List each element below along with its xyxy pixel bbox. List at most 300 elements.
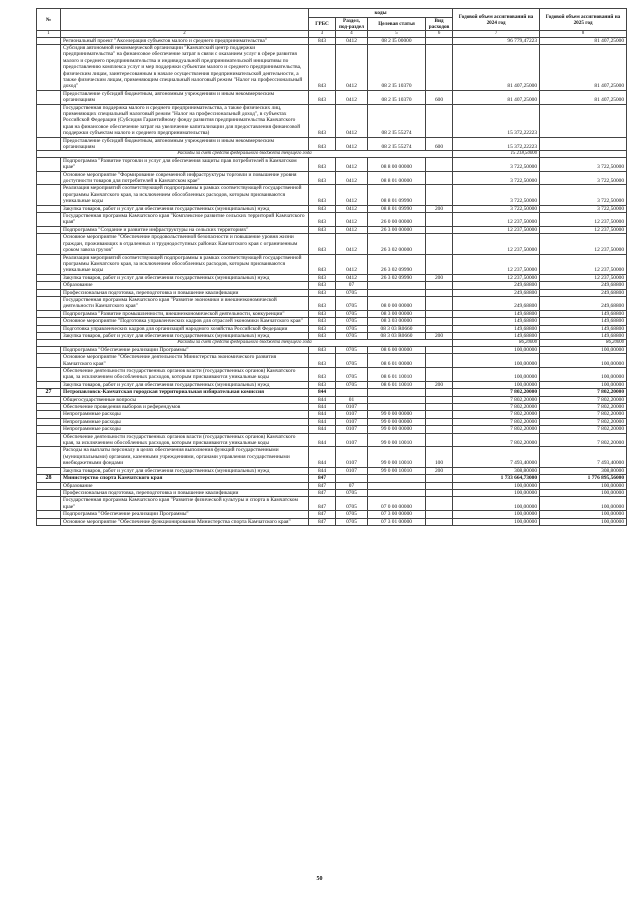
target-code: [368, 489, 426, 496]
amount-2024: 3 722,50000: [453, 171, 540, 185]
row-name: Обеспечение деятельности государственных органов власти (государственных органов) Камчатского края, за исключением обособленных расходов, которым присваиваются уникальные коды: [61, 433, 309, 447]
amount-2025: 149,68800: [540, 310, 627, 317]
note-text: Расходы за счет средств федерального бюджета текущего года: [37, 151, 453, 157]
row-number: [37, 171, 61, 185]
razdel-code: 0412: [336, 213, 368, 227]
vid-code: [426, 411, 453, 418]
vid-code: [426, 511, 453, 518]
target-code: 99 0 00 10010: [368, 467, 426, 474]
amount-2024: 100,00000: [453, 497, 540, 511]
amount-2024: 7 802,20000: [453, 396, 540, 403]
row-name: Основное мероприятие "Формирование современной инфраструктуры торговли и повышение уровня доступности товаров для потребителей в Камчатском крае": [61, 171, 309, 185]
amount-2024: 100,00000: [453, 511, 540, 518]
header-2024: Годовой объем ассигнований на 2024 год: [453, 9, 540, 31]
row-name: Государственная программа Камчатского края "Комплексное развитие сельских территорий Камчатского края": [61, 213, 309, 227]
row-number: [37, 104, 61, 137]
target-code: 99 0 00 00000: [368, 411, 426, 418]
row-number: [37, 489, 61, 496]
razdel-code: 0412: [336, 44, 368, 90]
target-code: 08 6 01 10010: [368, 381, 426, 388]
amount-2024: 15 372,22223: [453, 137, 540, 151]
grbs-code: 843: [309, 381, 336, 388]
vid-code: [426, 518, 453, 525]
razdel-code: 0412: [336, 226, 368, 233]
row-number: [37, 418, 61, 425]
vid-code: [426, 489, 453, 496]
row-name: Подпрограмма "Создание и развитие инфраструктуры на сельских территориях": [61, 226, 309, 233]
target-code: 08 2 I5 10370: [368, 90, 426, 104]
row-number: [37, 254, 61, 274]
razdel-code: 0107: [336, 411, 368, 418]
header-vid: Вид расходов: [426, 18, 453, 31]
row-name: Основное мероприятие "Обеспечение продовольственной безопасности и повышение уровня жизни граждан, проживающих в отдаленных и труднодоступных районах Камчатского края с ограниченным сроком завоза грузов": [61, 234, 309, 254]
target-code: [368, 404, 426, 411]
row-number: [37, 289, 61, 296]
index-cell: 1: [37, 31, 61, 38]
amount-2025: 7 802,20000: [540, 433, 627, 447]
index-cell: 3: [309, 31, 336, 38]
target-code: 08 8 01 09990: [368, 205, 426, 212]
vid-code: [426, 482, 453, 489]
row-number: [37, 411, 61, 418]
table-row: [37, 404, 627, 411]
grbs-code: 847: [309, 475, 336, 482]
row-number: [37, 354, 61, 368]
amount-2024: 12 237,50000: [453, 213, 540, 227]
table-body: [37, 37, 627, 525]
razdel-code: 0107: [336, 404, 368, 411]
grbs-code: 843: [309, 157, 336, 171]
note-text: Расходы за счет средств федерального бюджета текущего года: [37, 340, 453, 346]
grbs-code: 844: [309, 433, 336, 447]
grbs-code: 843: [309, 282, 336, 289]
razdel-code: 07: [336, 282, 368, 289]
amount-2024: 249,68800: [453, 289, 540, 296]
razdel-code: 0412: [336, 171, 368, 185]
vid-code: [426, 213, 453, 227]
grbs-code: 847: [309, 511, 336, 518]
vid-code: [426, 254, 453, 274]
row-name: Непрограммные расходы: [61, 418, 309, 425]
table-row: [37, 254, 627, 274]
razdel-code: 0705: [336, 296, 368, 310]
row-number: [37, 234, 61, 254]
vid-code: 200: [426, 467, 453, 474]
amount-2025: 7 802,20000: [540, 411, 627, 418]
razdel-code: 0107: [336, 467, 368, 474]
grbs-code: 844: [309, 447, 336, 467]
amount-2025: 149,68800: [540, 325, 627, 332]
row-name: Государственная поддержка малого и среднего предпринимательства, а также физических лиц, применяющих специальный налоговый режим "Налог на профессиональный доход", в субъектах Российской Федерации (Субсидия Гарантийному фонду развития предпринимательства Камчатского края на финансовое обеспечение затрат на увеличение капитализации для предоставления финансовой поддержки субъектам малого и среднего предпринимательства): [61, 104, 309, 137]
row-number: [37, 213, 61, 227]
vid-code: 200: [426, 332, 453, 339]
grbs-code: 843: [309, 90, 336, 104]
row-name: Основное мероприятие "Обеспечение функционирования Министерства спорта Камчатского края": [61, 518, 309, 525]
row-name: Государственная программа Камчатского края "Развитие экономики и внешнеэкономической деятельности Камчатского края": [61, 296, 309, 310]
table-row: [37, 411, 627, 418]
row-name: Обеспечение деятельности государственных органов власти (государственных органов) Камчатского края, за исключением обособленных расходов, которым присваиваются уникальные коды: [61, 368, 309, 382]
vid-code: [426, 171, 453, 185]
amount-2025: 100,00000: [540, 518, 627, 525]
amount-2024: 15 372,22223: [453, 104, 540, 137]
amount-2025: 81 407,25000: [540, 90, 627, 104]
table-row: [37, 310, 627, 317]
target-code: 08 3 03 R0660: [368, 325, 426, 332]
row-name: Предоставление субсидий бюджетным, автономным учреждениям и иным некоммерческим организациям: [61, 90, 309, 104]
target-code: 99 0 00 00000: [368, 418, 426, 425]
table-row: [37, 354, 627, 368]
row-number: [37, 44, 61, 90]
target-code: [368, 482, 426, 489]
table-row: [37, 325, 627, 332]
row-number: [37, 137, 61, 151]
table-row: [37, 497, 627, 511]
razdel-code: 0412: [336, 254, 368, 274]
amount-2024: 100,00000: [453, 518, 540, 525]
row-name: Профессиональная подготовка, переподготовка и повышение квалификации: [61, 489, 309, 496]
row-number: [37, 511, 61, 518]
table-row: [37, 381, 627, 388]
amount-2024: 1 733 664,73000: [453, 475, 540, 482]
amount-2024: 149,68800: [453, 332, 540, 339]
row-name: Закупка товаров, работ и услуг для обеспечения государственных (муниципальных) нужд: [61, 274, 309, 281]
amount-2025: 7 802,20000: [540, 426, 627, 433]
index-cell: 4: [336, 31, 368, 38]
table-row: [37, 44, 627, 90]
row-name: Подпрограмма "Обеспечение реализации Программы": [61, 346, 309, 353]
amount-2024: 3 722,50000: [453, 157, 540, 171]
grbs-code: 843: [309, 310, 336, 317]
amount-2024: 308,80000: [453, 467, 540, 474]
row-name: Профессиональная подготовка, переподготовка и повышение квалификации: [61, 289, 309, 296]
grbs-code: 843: [309, 234, 336, 254]
amount-2024: 3 722,50000: [453, 185, 540, 205]
amount-2024: 7 802,20000: [453, 404, 540, 411]
amount-2025: 7 802,20000: [540, 418, 627, 425]
row-name: Реализация мероприятий соответствующей подпрограммы в рамках соответствующей государственной программы Камчатского края, за исключением обособленных расходов, которым присваиваются уникальные коды: [61, 185, 309, 205]
table-row: [37, 518, 627, 525]
row-number: [37, 433, 61, 447]
grbs-code: 843: [309, 296, 336, 310]
vid-code: [426, 418, 453, 425]
target-code: 99 0 00 10010: [368, 447, 426, 467]
vid-code: 600: [426, 137, 453, 151]
header-2025: Годовой объем ассигнований на 2025 год: [540, 9, 627, 31]
amount-2025: 86,20000: [540, 340, 627, 346]
vid-code: [426, 289, 453, 296]
grbs-code: 843: [309, 205, 336, 212]
vid-code: [426, 396, 453, 403]
amount-2025: 100,00000: [540, 511, 627, 518]
razdel-code: 0412: [336, 185, 368, 205]
amount-2024: 149,68800: [453, 325, 540, 332]
amount-2024: 12 237,50000: [453, 274, 540, 281]
table-row: [37, 289, 627, 296]
budget-table: [36, 8, 627, 526]
vid-code: [426, 325, 453, 332]
row-number: [37, 368, 61, 382]
row-name: Образование: [61, 482, 309, 489]
amount-2024: 149,68800: [453, 310, 540, 317]
vid-code: [426, 44, 453, 90]
amount-2025: 100,00000: [540, 489, 627, 496]
amount-2024: 7 802,20000: [453, 418, 540, 425]
amount-2025: 149,68800: [540, 332, 627, 339]
header-target: Целевая статья: [368, 18, 426, 31]
target-code: 08 3 03 00000: [368, 318, 426, 325]
vid-code: [426, 433, 453, 447]
amount-2025: 3 722,50000: [540, 205, 627, 212]
target-code: 08 0 00 00000: [368, 296, 426, 310]
grbs-code: 844: [309, 404, 336, 411]
amount-2024: 100,00000: [453, 346, 540, 353]
vid-code: [426, 404, 453, 411]
header-name: [61, 9, 309, 31]
target-code: [368, 289, 426, 296]
amount-2025: 100,00000: [540, 381, 627, 388]
row-name: Основное мероприятие "Обеспечение деятельности Министерства экономического развития Камчатского края": [61, 354, 309, 368]
target-code: 26 3 02 09990: [368, 254, 426, 274]
vid-code: [426, 310, 453, 317]
index-cell: 7: [453, 31, 540, 38]
vid-code: [426, 157, 453, 171]
header-num: №: [37, 9, 61, 31]
table-row: [37, 426, 627, 433]
row-name: Субсидия автономной некоммерческой организации "Камчатский центр поддержки предпринимательства" на финансовое обеспечение затрат в связи с оказанием услуг в сфере развития малого и среднего предпринимательства и индивидуальной предпринимательской инициативы по предоставлению комплекса услуг и мер поддержки субъектам малого и среднего предпринимательства, физическим лицам, заинтересованным в начале осуществления предпринимательской деятельности, а также физическим лицам, применяющим специальный налоговый режим "Налог на профессиональный доход": [61, 44, 309, 90]
row-number: [37, 426, 61, 433]
table-row: [37, 332, 627, 339]
razdel-code: 0107: [336, 418, 368, 425]
row-name: Подпрограмма "Развитие промышленности, внешнеэкономической деятельности, конкуренции": [61, 310, 309, 317]
amount-2025: 308,80000: [540, 467, 627, 474]
row-number: [37, 325, 61, 332]
row-name: Закупка товаров, работ и услуг для обеспечения государственных (муниципальных) нужд: [61, 467, 309, 474]
amount-2025: 7 802,20000: [540, 396, 627, 403]
amount-2025: 100,00000: [540, 346, 627, 353]
row-name: Основное мероприятие "Подготовка управленческих кадров для отраслей экономики Камчатского края": [61, 318, 309, 325]
grbs-code: 844: [309, 467, 336, 474]
header-codes: коды: [309, 9, 453, 18]
amount-2025: 81 407,25000: [540, 44, 627, 90]
row-number: 27: [37, 389, 61, 396]
table-row: [37, 37, 627, 44]
target-code: 08 2 I5 55274: [368, 104, 426, 137]
razdel-code: 0705: [336, 518, 368, 525]
target-code: 99 0 00 10010: [368, 433, 426, 447]
table-row: [37, 318, 627, 325]
grbs-code: 843: [309, 104, 336, 137]
razdel-code: 0705: [336, 325, 368, 332]
row-number: [37, 381, 61, 388]
table-row: [37, 90, 627, 104]
grbs-code: 844: [309, 418, 336, 425]
razdel-code: 07: [336, 482, 368, 489]
vid-code: [426, 368, 453, 382]
target-code: 08 2 I5 55274: [368, 137, 426, 151]
amount-2024: 7 802,20000: [453, 411, 540, 418]
amount-2025: 249,68800: [540, 296, 627, 310]
row-name: Министерство спорта Камчатского края: [61, 475, 309, 482]
grbs-code: 843: [309, 37, 336, 44]
vid-code: 100: [426, 447, 453, 467]
razdel-code: 0412: [336, 234, 368, 254]
grbs-code: 843: [309, 185, 336, 205]
row-name: Предоставление субсидий бюджетным, автономным учреждениям и иным некоммерческим организациям: [61, 137, 309, 151]
target-code: 08 8 00 00000: [368, 157, 426, 171]
row-name: Государственная программа Камчатского края "Развитие физической культуры и спорта в Камчатском крае": [61, 497, 309, 511]
target-code: 07 0 00 00000: [368, 497, 426, 511]
grbs-code: 843: [309, 137, 336, 151]
table-row: [37, 137, 627, 151]
amount-2025: 100,00000: [540, 482, 627, 489]
row-number: [37, 447, 61, 467]
target-code: 07 3 00 00000: [368, 511, 426, 518]
amount-2024: 81 407,25000: [453, 44, 540, 90]
amount-2024: 12 237,50000: [453, 234, 540, 254]
row-name: Подготовка управленческих кадров для организаций народного хозяйства Российской Федерации: [61, 325, 309, 332]
row-number: [37, 346, 61, 353]
grbs-code: 843: [309, 346, 336, 353]
grbs-code: 847: [309, 489, 336, 496]
vid-code: [426, 226, 453, 233]
vid-code: [426, 426, 453, 433]
amount-2024: 149,68800: [453, 318, 540, 325]
row-name: Образование: [61, 282, 309, 289]
target-code: [368, 396, 426, 403]
row-number: [37, 157, 61, 171]
target-code: 08 2 I5 00000: [368, 37, 426, 44]
row-name: Петропавловск-Камчатская городская территориальная избирательная комиссия: [61, 389, 309, 396]
table-row: [37, 282, 627, 289]
row-name: Обеспечение проведения выборов и референдумов: [61, 404, 309, 411]
razdel-code: 0705: [336, 318, 368, 325]
amount-2025: 12 237,50000: [540, 213, 627, 227]
amount-2025: 3 722,50000: [540, 157, 627, 171]
grbs-code: 843: [309, 226, 336, 233]
razdel-code: 0107: [336, 426, 368, 433]
target-code: 26 3 00 00000: [368, 226, 426, 233]
index-cell: 5: [368, 31, 426, 38]
razdel-code: 0705: [336, 489, 368, 496]
amount-2024: 100,00000: [453, 381, 540, 388]
vid-code: [426, 104, 453, 137]
table-row: [37, 482, 627, 489]
amount-2024: 12 237,50000: [453, 254, 540, 274]
amount-2025: 7 802,20000: [540, 404, 627, 411]
target-code: 99 0 00 00000: [368, 426, 426, 433]
vid-code: [426, 389, 453, 396]
grbs-code: 843: [309, 171, 336, 185]
amount-2025: 1 776 895,56000: [540, 475, 627, 482]
razdel-code: [336, 475, 368, 482]
target-code: 26 0 00 00000: [368, 213, 426, 227]
table-row: [37, 346, 627, 353]
amount-2025: 249,68800: [540, 289, 627, 296]
row-number: [37, 226, 61, 233]
grbs-code: 843: [309, 318, 336, 325]
razdel-code: 0705: [336, 289, 368, 296]
row-number: [37, 205, 61, 212]
amount-2024: 7 802,20000: [453, 389, 540, 396]
vid-code: [426, 346, 453, 353]
grbs-code: 843: [309, 213, 336, 227]
grbs-code: 843: [309, 325, 336, 332]
grbs-code: 844: [309, 411, 336, 418]
grbs-code: 844: [309, 426, 336, 433]
row-name: Непрограммные расходы: [61, 426, 309, 433]
table-row: [37, 157, 627, 171]
amount-2025: [540, 137, 627, 151]
row-number: [37, 37, 61, 44]
row-number: [37, 282, 61, 289]
header-grbs: ГРБС: [309, 18, 336, 31]
target-code: 08 2 I5 10370: [368, 44, 426, 90]
vid-code: 200: [426, 274, 453, 281]
table-row: [37, 396, 627, 403]
table-row: [37, 418, 627, 425]
razdel-code: 0705: [336, 381, 368, 388]
amount-2025: [540, 104, 627, 137]
grbs-code: 843: [309, 44, 336, 90]
amount-2025: 12 237,50000: [540, 234, 627, 254]
grbs-code: 843: [309, 254, 336, 274]
row-name: Подпрограмма "Обеспечение реализации Программы": [61, 511, 309, 518]
row-number: 28: [37, 475, 61, 482]
amount-2025: 12 237,50000: [540, 254, 627, 274]
row-name: Непрограммные расходы: [61, 411, 309, 418]
row-number: [37, 332, 61, 339]
grbs-code: 847: [309, 518, 336, 525]
amount-2024: 81 407,25000: [453, 90, 540, 104]
row-number: [37, 185, 61, 205]
row-name: Закупка товаров, работ и услуг для обеспечения государственных (муниципальных) нужд: [61, 332, 309, 339]
row-number: [37, 497, 61, 511]
amount-2024: 3 722,50000: [453, 205, 540, 212]
target-code: 08 6 01 10010: [368, 368, 426, 382]
razdel-code: 0705: [336, 332, 368, 339]
amount-2025: 7 493,40000: [540, 447, 627, 467]
amount-2024: 100,00000: [453, 368, 540, 382]
grbs-code: 843: [309, 332, 336, 339]
target-code: [368, 282, 426, 289]
vid-code: [426, 185, 453, 205]
grbs-code: 843: [309, 289, 336, 296]
table-row: [37, 104, 627, 137]
row-number: [37, 482, 61, 489]
table-row: [37, 433, 627, 447]
target-code: 26 3 02 00000: [368, 234, 426, 254]
vid-code: [426, 475, 453, 482]
amount-2024: 12 237,50000: [453, 226, 540, 233]
table-row: [37, 475, 627, 482]
target-code: 07 3 01 00000: [368, 518, 426, 525]
row-number: [37, 467, 61, 474]
amount-2024: 100,00000: [453, 489, 540, 496]
table-row: [37, 489, 627, 496]
amount-2024: 7 802,20000: [453, 426, 540, 433]
target-code: 08 6 00 00000: [368, 346, 426, 353]
amount-2024: 15 218,50000: [453, 151, 540, 157]
target-code: 08 8 01 09990: [368, 185, 426, 205]
amount-2025: 12 237,50000: [540, 274, 627, 281]
row-number: [37, 90, 61, 104]
budget-table-page: [36, 8, 626, 526]
page-number: 50: [316, 876, 323, 882]
amount-2024: 100,00000: [453, 354, 540, 368]
target-code: [368, 389, 426, 396]
row-number: [37, 518, 61, 525]
vid-code: 600: [426, 90, 453, 104]
